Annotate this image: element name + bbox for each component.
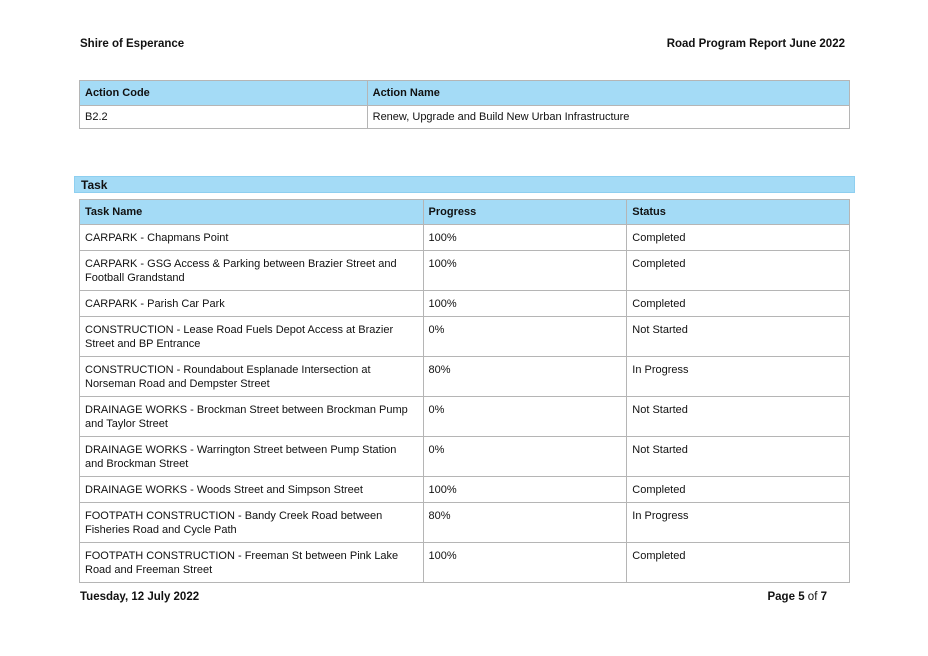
task-status: Not Started (627, 437, 850, 477)
table-row (80, 397, 850, 437)
task-progress: 0% (423, 397, 627, 437)
task-status: In Progress (627, 503, 850, 543)
task-progress: 100% (423, 477, 627, 503)
column-header-progress: Progress (423, 200, 627, 225)
task-status: Not Started (627, 397, 850, 437)
page-current: 5 (798, 591, 805, 603)
task-progress: 100% (423, 225, 627, 251)
task-progress: 100% (423, 291, 627, 317)
task-name: CONSTRUCTION - Roundabout Esplanade Intersection at Norseman Road and Dempster Street (80, 357, 424, 397)
column-header-action-code: Action Code (80, 81, 368, 106)
table-row (80, 357, 850, 397)
task-progress: 0% (423, 437, 627, 477)
task-status: Completed (627, 291, 850, 317)
task-name: DRAINAGE WORKS - Woods Street and Simpson Street (80, 477, 424, 503)
report-title: Road Program Report June 2022 (666, 38, 845, 50)
task-status: Completed (627, 251, 850, 291)
page-of: of (807, 591, 818, 603)
task-name: CARPARK - Chapmans Point (80, 225, 424, 251)
table-row (80, 225, 850, 251)
task-progress: 80% (423, 357, 627, 397)
column-header-action-name: Action Name (367, 81, 849, 106)
task-name: CONSTRUCTION - Lease Road Fuels Depot Access at Brazier Street and BP Entrance (80, 317, 424, 357)
table-row (80, 543, 850, 583)
column-header-task-name: Task Name (80, 200, 424, 225)
page-label: Page (767, 591, 795, 603)
table-row (80, 503, 850, 543)
task-name: DRAINAGE WORKS - Brockman Street between Brockman Pump and Taylor Street (80, 397, 424, 437)
task-status: Completed (627, 543, 850, 583)
organisation-name: Shire of Esperance (80, 38, 185, 50)
column-header-status: Status (627, 200, 850, 225)
task-status: Not Started (627, 317, 850, 357)
table-row (80, 477, 850, 503)
action-code: B2.2 (80, 106, 368, 129)
task-status: In Progress (627, 357, 850, 397)
action-row (80, 106, 850, 129)
table-row (80, 291, 850, 317)
task-progress: 100% (423, 251, 627, 291)
action-name: Renew, Upgrade and Build New Urban Infrastructure (367, 106, 849, 129)
task-table-header-row (80, 200, 850, 225)
action-table-header-row (80, 81, 850, 106)
task-name: DRAINAGE WORKS - Warrington Street between Pump Station and Brockman Street (80, 437, 424, 477)
table-row (80, 437, 850, 477)
table-row (80, 251, 850, 291)
report-date: Tuesday, 12 July 2022 (80, 591, 200, 603)
task-progress: 80% (423, 503, 627, 543)
page-indicator (767, 591, 827, 603)
action-table (79, 80, 850, 129)
table-row (80, 317, 850, 357)
task-name: FOOTPATH CONSTRUCTION - Bandy Creek Road between Fisheries Road and Cycle Path (80, 503, 424, 543)
page-total: 7 (820, 591, 827, 603)
task-status: Completed (627, 477, 850, 503)
task-section-title: Task (74, 176, 855, 193)
task-name: CARPARK - Parish Car Park (80, 291, 424, 317)
task-table (79, 199, 850, 583)
task-name: FOOTPATH CONSTRUCTION - Freeman St between Pink Lake Road and Freeman Street (80, 543, 424, 583)
task-progress: 100% (423, 543, 627, 583)
task-progress: 0% (423, 317, 627, 357)
task-status: Completed (627, 225, 850, 251)
task-name: CARPARK - GSG Access & Parking between Brazier Street and Football Grandstand (80, 251, 424, 291)
